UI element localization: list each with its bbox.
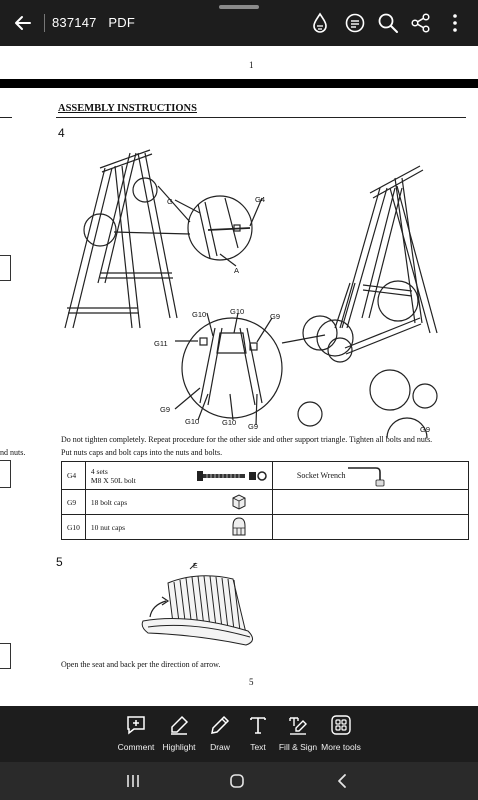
part-description: [85, 515, 272, 540]
step-5-instruction: Open the seat and back per the direction of arrow.: [61, 660, 221, 669]
callout-label: G10: [192, 310, 207, 319]
callout-label: G9: [420, 425, 431, 434]
callout-label: G9: [160, 405, 171, 414]
parts-table: [61, 461, 469, 540]
empty-cell: [272, 490, 468, 515]
part-code: G10: [62, 515, 86, 540]
page-number-top: 1: [249, 60, 254, 70]
step-5-seat-figure: [138, 561, 274, 651]
home-button[interactable]: [223, 769, 251, 793]
fill-sign-icon: [287, 714, 309, 736]
part-qty: 10 nut caps: [90, 522, 126, 532]
page-separator: [0, 79, 478, 88]
tool-cell: [272, 462, 468, 490]
callout-label: G: [167, 197, 173, 206]
tool-label: Fill & Sign: [278, 742, 318, 752]
share-icon: [410, 12, 432, 34]
draw-icon: [209, 714, 231, 736]
part-description: [85, 462, 272, 490]
detail-circle: [413, 384, 437, 408]
more-vertical-icon: [452, 13, 458, 33]
part-spec: M8 X 50L bolt: [90, 475, 136, 485]
highlight-icon: [168, 714, 190, 736]
system-navigation-bar: [0, 762, 478, 800]
detail-circle: [298, 402, 322, 426]
frame-leg: [65, 168, 112, 328]
document-title: [52, 15, 135, 30]
part-qty: 18 bolt caps: [90, 497, 128, 507]
part-qty: 4 sets: [90, 466, 108, 476]
home-icon: [229, 773, 245, 789]
part-description: [85, 490, 272, 515]
callout-line: [175, 313, 272, 425]
title-rule: [56, 117, 466, 118]
callout-label: G10: [222, 418, 237, 427]
back-icon: [336, 773, 348, 789]
liquid-mode-button[interactable]: [307, 10, 333, 36]
section-title: ASSEMBLY INSTRUCTIONS: [58, 103, 197, 114]
table-row: [62, 515, 469, 540]
bolt-nut-icon: [195, 469, 267, 483]
page-number-bottom: 5: [249, 677, 254, 687]
left-page-rule: [0, 117, 12, 118]
pdf-document-view[interactable]: [0, 46, 478, 706]
callout-label: A: [234, 266, 240, 275]
left-page-text: nd nuts.: [0, 448, 26, 457]
bolt-head: [200, 338, 207, 345]
liquid-mode-icon: [309, 12, 331, 34]
bolt-cap-icon: [231, 494, 247, 510]
callout-label: G10: [185, 417, 200, 426]
back-arrow-icon: [13, 13, 33, 33]
callout-label: G4: [255, 195, 266, 204]
table-row: [62, 462, 469, 490]
top-app-bar: [0, 0, 478, 46]
comment-search-button[interactable]: [342, 10, 368, 36]
more-tools-icon: [330, 714, 352, 736]
bolt: [208, 228, 250, 230]
callout-label: G10: [230, 307, 245, 316]
callout-label: E: [193, 563, 198, 570]
empty-cell: [272, 515, 468, 540]
left-page-fragment: [0, 255, 11, 281]
part-code: G4: [62, 462, 86, 490]
detail-circle: [303, 316, 337, 350]
title-divider: [44, 14, 45, 32]
document-name: 837147: [52, 15, 97, 30]
frame-brace: [345, 318, 421, 354]
tool-label: Draw: [210, 742, 230, 752]
search-button[interactable]: [375, 10, 401, 36]
recent-apps-button[interactable]: [119, 769, 147, 793]
system-back-button[interactable]: [328, 769, 356, 793]
callout-label: G9: [270, 312, 281, 321]
detail-circle: [370, 370, 410, 410]
text-icon: [247, 714, 269, 736]
step-5-number: 5: [56, 555, 63, 569]
recent-apps-icon: [125, 774, 141, 788]
table-row: [62, 490, 469, 515]
step-4-number: 4: [58, 126, 65, 140]
step-4-instruction-line-2: Put nuts caps and bolt caps into the nuts and bolts.: [61, 448, 223, 457]
back-button[interactable]: [8, 9, 38, 37]
part-code: G9: [62, 490, 86, 515]
comment-icon: [125, 714, 147, 736]
callout-label: G11: [154, 339, 168, 348]
more-options-button[interactable]: [442, 10, 468, 36]
more-tools-button[interactable]: [312, 714, 370, 752]
left-page-fragment: [0, 460, 11, 488]
comment-search-icon: [344, 12, 366, 34]
tool-label: Comment: [117, 742, 155, 752]
nut-cap-icon: [231, 517, 247, 537]
tool-label: Text: [250, 742, 266, 752]
tool-label: More tools: [321, 742, 361, 752]
step-4-assembly-figure: [50, 128, 470, 438]
step-4-instruction-line-1: Do not tighten completely. Repeat procedure for the other side and other support triangle. Tighten all bolts and nuts.: [61, 435, 433, 444]
tool-label: Highlight: [162, 742, 196, 752]
share-button[interactable]: [408, 10, 434, 36]
document-type: PDF: [108, 15, 136, 30]
tool-name: Socket Wrench: [296, 471, 346, 480]
bottom-toolbar: [0, 706, 478, 762]
search-icon: [377, 12, 399, 34]
detail-leg: [200, 328, 262, 405]
left-page-fragment: [0, 643, 11, 669]
drag-handle[interactable]: [219, 5, 259, 9]
socket-wrench-icon: [346, 464, 386, 488]
callout-label: G9: [248, 422, 259, 431]
